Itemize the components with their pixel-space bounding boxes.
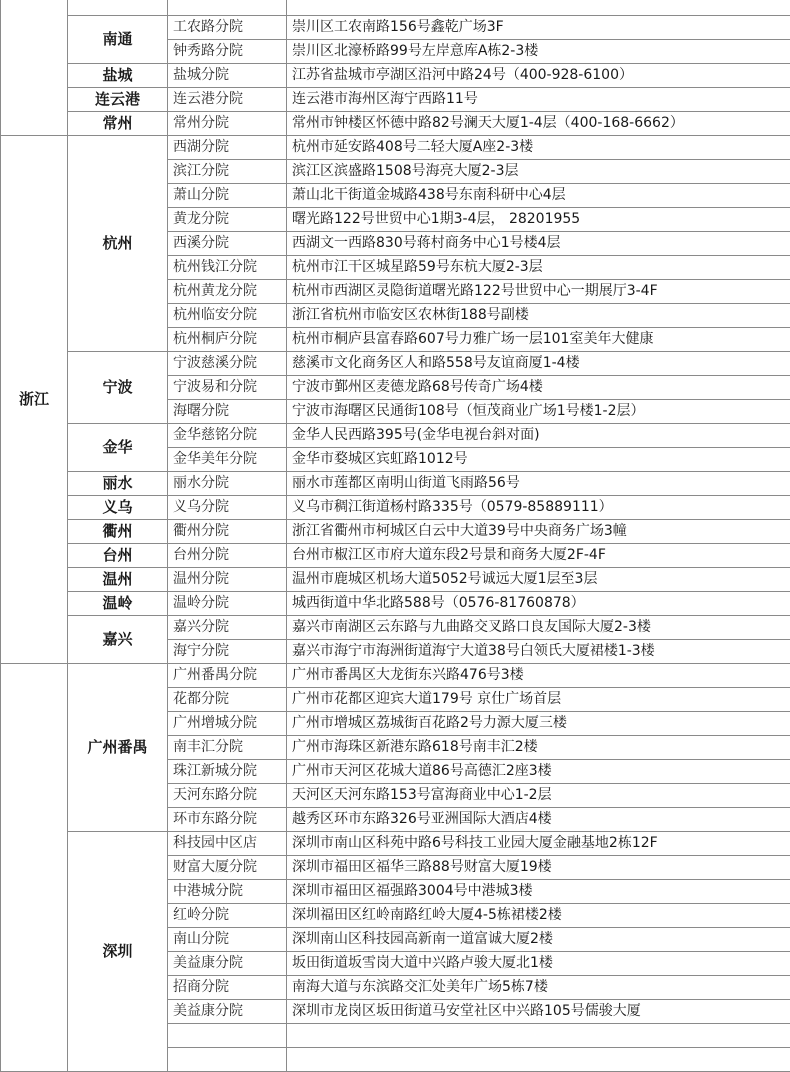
branch-name-cell: 财富大厦分院: [168, 856, 287, 880]
branch-name-cell: 西溪分院: [168, 232, 287, 256]
city-cell: 杭州: [68, 136, 168, 352]
branch-address-cell: 西湖文一西路830号蒋村商务中心1号楼4层: [287, 232, 790, 256]
city-cell: 盐城: [68, 64, 168, 88]
branch-address-cell: 广州市增城区荔城街百花路2号力源大厦三楼: [287, 712, 790, 736]
branch-address-cell: 江苏省盐城市亭湖区沿河中路24号（400-928-6100）: [287, 64, 790, 88]
branch-name-cell: 环市东路分院: [168, 808, 287, 832]
branch-address-cell: 广州市天河区花城大道86号高德汇2座3楼: [287, 760, 790, 784]
city-cell: 嘉兴: [68, 616, 168, 664]
table-row: [1, 664, 790, 688]
table-row: [1, 352, 790, 376]
branch-name-cell: 中港城分院: [168, 880, 287, 904]
branch-address-cell: 广州市番禺区大龙街东兴路476号3楼: [287, 664, 790, 688]
branch-address-cell: 深圳市龙岗区坂田街道马安堂社区中兴路105号儒骏大厦: [287, 1000, 790, 1024]
city-cell: 广州番禺: [68, 664, 168, 832]
branch-name-cell: 美益康分院: [168, 1000, 287, 1024]
branch-address-cell: 丽水市莲都区南明山街道飞雨路56号: [287, 472, 790, 496]
branch-address-cell: 深圳南山区科技园高新南一道富诚大厦2楼: [287, 928, 790, 952]
branch-name-cell: 杭州黄龙分院: [168, 280, 287, 304]
branch-address-cell: 南海大道与东滨路交汇处美年广场5栋7楼: [287, 976, 790, 1000]
branch-address-cell: 天河区天河东路153号富海商业中心1-2层: [287, 784, 790, 808]
table-row: [1, 520, 790, 544]
city-cell: 丽水: [68, 472, 168, 496]
branch-address-cell: 深圳福田区红岭南路红岭大厦4-5栋裙楼2楼: [287, 904, 790, 928]
branch-name-cell: 南丰汇分院: [168, 736, 287, 760]
branch-address-cell: 义乌市稠江街道杨村路335号（0579-85889111）: [287, 496, 790, 520]
table-row: [1, 472, 790, 496]
branch-name-cell: 广州增城分院: [168, 712, 287, 736]
branch-name-cell: 连云港分院: [168, 88, 287, 112]
branch-name-cell: 红岭分院: [168, 904, 287, 928]
city-cell: 金华: [68, 424, 168, 472]
branch-address-cell: 广州市花都区迎宾大道179号 京仕广场首层: [287, 688, 790, 712]
table-row: [1, 424, 790, 448]
branch-name-cell: 盐城分院: [168, 64, 287, 88]
branch-name-cell: 温州分院: [168, 568, 287, 592]
branch-name-cell: 丽水分院: [168, 472, 287, 496]
branch-name-cell: 珠江新城分院: [168, 760, 287, 784]
branch-name-cell: 常州分院: [168, 112, 287, 136]
branch-address-cell: 常州市钟楼区怀德中路82号澜天大厦1-4层（400-168-6662）: [287, 112, 790, 136]
branch-name-cell: 滨江分院: [168, 160, 287, 184]
branch-address-cell: 崇川区北濠桥路99号左岸意库A栋2-3楼: [287, 40, 790, 64]
branch-name-cell: 杭州临安分院: [168, 304, 287, 328]
branch-address-cell: 杭州市江干区城星路59号东杭大厦2-3层: [287, 256, 790, 280]
branch-name-cell: 工农路分院: [168, 16, 287, 40]
city-cell: 深圳: [68, 832, 168, 1072]
branch-name-cell: 美益康分院: [168, 952, 287, 976]
city-cell: 衢州: [68, 520, 168, 544]
branch-address-cell: 金华市婺城区宾虹路1012号: [287, 448, 790, 472]
branch-name-cell: 科技园中区店: [168, 832, 287, 856]
branch-address-cell: 浙江省杭州市临安区农林街188号副楼: [287, 304, 790, 328]
branch-name-cell: 杭州钱江分院: [168, 256, 287, 280]
city-cell: [68, 0, 168, 16]
branch-address-cell: 浙江省衢州市柯城区白云中大道39号中央商务广场3幢: [287, 520, 790, 544]
province-cell: [1, 0, 68, 136]
branch-address-cell: 金华人民西路395号(金华电视台斜对面): [287, 424, 790, 448]
table-row: [1, 136, 790, 160]
branch-address-cell: 越秀区环市东路326号亚洲国际大酒店4楼: [287, 808, 790, 832]
branch-name-cell: 西湖分院: [168, 136, 287, 160]
branch-name-cell: 温岭分院: [168, 592, 287, 616]
city-cell: 台州: [68, 544, 168, 568]
branch-name-cell: 台州分院: [168, 544, 287, 568]
table-row: [1, 88, 790, 112]
branch-name-cell: 宁波慈溪分院: [168, 352, 287, 376]
branch-name-cell: 金华慈铭分院: [168, 424, 287, 448]
branch-address-cell: 宁波市海曙区民通街108号（恒茂商业广场1号楼1-2层）: [287, 400, 790, 424]
branch-name-cell: 衢州分院: [168, 520, 287, 544]
city-cell: 连云港: [68, 88, 168, 112]
branch-address-cell: 温州市鹿城区机场大道5052号诚远大厦1层至3层: [287, 568, 790, 592]
branch-address-cell: 城西街道中华北路588号（0576-81760878）: [287, 592, 790, 616]
branch-address-cell: 滨江区滨盛路1508号海亮大厦2-3层: [287, 160, 790, 184]
city-cell: 南通: [68, 16, 168, 64]
branch-name-cell: 花都分院: [168, 688, 287, 712]
branch-address-cell: 广州市海珠区新港东路618号南丰汇2楼: [287, 736, 790, 760]
branch-name-cell: 天河东路分院: [168, 784, 287, 808]
table-row: [1, 592, 790, 616]
table-row: [1, 112, 790, 136]
province-cell: 浙江: [1, 136, 68, 664]
branch-address-cell: 杭州市西湖区灵隐街道曙光路122号世贸中心一期展厅3-4F: [287, 280, 790, 304]
province-cell: [1, 664, 68, 1072]
branch-address-cell: 深圳市福田区福强路3004号中港城3楼: [287, 880, 790, 904]
city-cell: 宁波: [68, 352, 168, 424]
branch-address-cell: [287, 1048, 790, 1072]
branch-address-cell: 嘉兴市海宁市海洲街道海宁大道38号白领氏大厦裙楼1-3楼: [287, 640, 790, 664]
branch-address-cell: 台州市椒江区市府大道东段2号景和商务大厦2F-4F: [287, 544, 790, 568]
branch-name-cell: 杭州桐庐分院: [168, 328, 287, 352]
branch-address-cell: 宁波市鄞州区麦德龙路68号传奇广场4楼: [287, 376, 790, 400]
branch-name-cell: 萧山分院: [168, 184, 287, 208]
branch-name-cell: [168, 0, 287, 16]
table-row: [1, 616, 790, 640]
branch-name-cell: 嘉兴分院: [168, 616, 287, 640]
branch-address-cell: 深圳市南山区科苑中路6号科技工业园大厦金融基地2栋12F: [287, 832, 790, 856]
branch-name-cell: 海曙分院: [168, 400, 287, 424]
branch-name-cell: 义乌分院: [168, 496, 287, 520]
table-row: [1, 568, 790, 592]
branch-address-cell: 杭州市桐庐县富春路607号力雅广场一层101室美年大健康: [287, 328, 790, 352]
table-row: [1, 16, 790, 40]
branch-name-cell: 黄龙分院: [168, 208, 287, 232]
branch-name-cell: [168, 1024, 287, 1048]
branch-address-cell: 萧山北干街道金城路438号东南科研中心4层: [287, 184, 790, 208]
branch-name-cell: 南山分院: [168, 928, 287, 952]
table-row: [1, 64, 790, 88]
table-row: [1, 832, 790, 856]
city-cell: 常州: [68, 112, 168, 136]
branch-address-cell: 坂田街道坂雪岗大道中兴路卢骏大厦北1楼: [287, 952, 790, 976]
branch-address-cell: 曙光路122号世贸中心1期3-4层， 28201955: [287, 208, 790, 232]
branch-address-cell: 嘉兴市南湖区云东路与九曲路交叉路口良友国际大厦2-3楼: [287, 616, 790, 640]
table-row: [1, 544, 790, 568]
branch-address-cell: [287, 0, 790, 16]
branch-address-cell: [287, 1024, 790, 1048]
branch-name-cell: 广州番禺分院: [168, 664, 287, 688]
branch-name-cell: 宁波易和分院: [168, 376, 287, 400]
branch-name-cell: 海宁分院: [168, 640, 287, 664]
city-cell: 义乌: [68, 496, 168, 520]
branch-address-cell: 连云港市海州区海宁西路11号: [287, 88, 790, 112]
city-cell: 温岭: [68, 592, 168, 616]
branch-name-cell: 金华美年分院: [168, 448, 287, 472]
branch-address-cell: 慈溪市文化商务区人和路558号友谊商厦1-4楼: [287, 352, 790, 376]
branch-name-cell: 钟秀路分院: [168, 40, 287, 64]
branch-name-cell: [168, 1048, 287, 1072]
branch-address-cell: 杭州市延安路408号二轻大厦A座2-3楼: [287, 136, 790, 160]
branch-address-cell: 深圳市福田区福华三路88号财富大厦19楼: [287, 856, 790, 880]
city-cell: 温州: [68, 568, 168, 592]
branch-name-cell: 招商分院: [168, 976, 287, 1000]
table-row: [1, 496, 790, 520]
table-row: [1, 0, 790, 16]
branch-address-cell: 崇川区工农南路156号鑫乾广场3F: [287, 16, 790, 40]
